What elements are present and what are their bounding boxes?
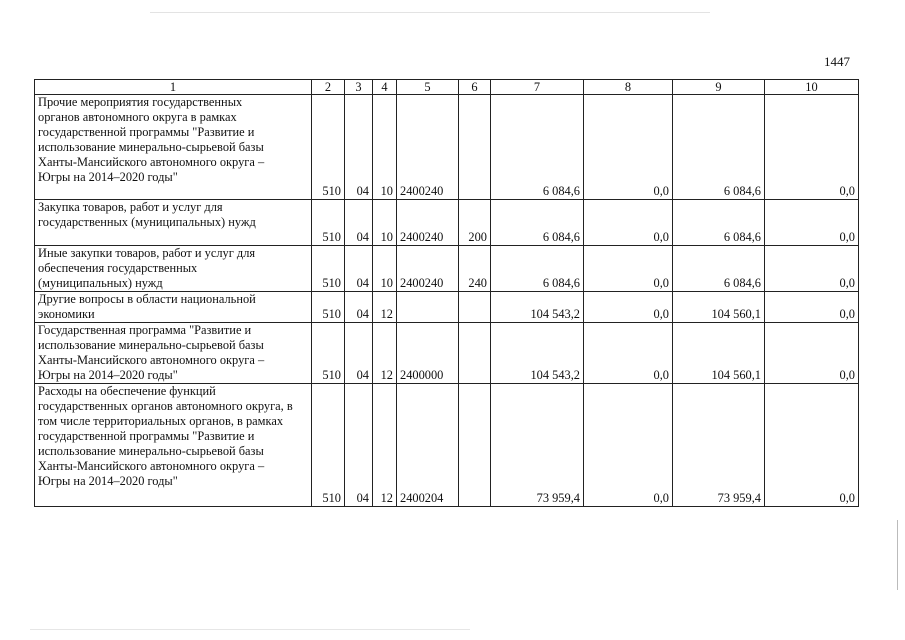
expense-type-code — [459, 292, 491, 323]
column-header: 8 — [584, 80, 673, 95]
ministry-code: 510 — [312, 95, 345, 200]
expense-type-code: 200 — [459, 200, 491, 246]
ministry-code: 510 — [312, 384, 345, 507]
section-code: 04 — [345, 246, 373, 292]
table-row — [35, 323, 859, 384]
section-code: 04 — [345, 200, 373, 246]
target-article-code: 2400240 — [397, 95, 459, 200]
amount-col-7: 104 543,2 — [491, 292, 584, 323]
target-article-code: 2400240 — [397, 200, 459, 246]
subsection-code: 12 — [373, 323, 397, 384]
target-article-code — [397, 292, 459, 323]
column-header: 4 — [373, 80, 397, 95]
expense-type-code: 240 — [459, 246, 491, 292]
expense-name-cell — [35, 323, 312, 384]
table-row — [35, 292, 859, 323]
column-header: 7 — [491, 80, 584, 95]
amount-col-9: 6 084,6 — [673, 95, 765, 200]
table-body — [35, 80, 859, 507]
amount-col-7: 6 084,6 — [491, 95, 584, 200]
section-code: 04 — [345, 95, 373, 200]
section-code: 04 — [345, 384, 373, 507]
expense-name: Другие вопросы в области национальной экономики — [38, 292, 256, 321]
expense-name-cell — [35, 384, 312, 507]
expense-name: Прочие мероприятия государственных органов автономного округа в рамках государственной программы "Развитие и использование минерально-сырьевой базы Ханты-Мансийского автономного округа – Югры на 2014–2020 годы" — [38, 95, 265, 184]
ministry-code: 510 — [312, 323, 345, 384]
amount-col-10: 0,0 — [765, 200, 859, 246]
budget-table — [34, 79, 859, 507]
expense-name-cell — [35, 200, 312, 246]
column-header: 5 — [397, 80, 459, 95]
amount-col-8: 0,0 — [584, 95, 673, 200]
subsection-code: 12 — [373, 292, 397, 323]
amount-col-9: 73 959,4 — [673, 384, 765, 507]
page-number: 1447 — [824, 54, 850, 69]
target-article-code: 2400204 — [397, 384, 459, 507]
amount-col-7: 6 084,6 — [491, 200, 584, 246]
amount-col-10: 0,0 — [765, 323, 859, 384]
amount-col-9: 104 560,1 — [673, 323, 765, 384]
amount-col-8: 0,0 — [584, 292, 673, 323]
column-header: 9 — [673, 80, 765, 95]
expense-name: Иные закупки товаров, работ и услуг для обеспечения государственных (муниципальных) нужд — [38, 246, 256, 290]
expense-type-code — [459, 323, 491, 384]
target-article-code: 2400240 — [397, 246, 459, 292]
column-header: 1 — [35, 80, 312, 95]
amount-col-7: 6 084,6 — [491, 246, 584, 292]
section-code: 04 — [345, 323, 373, 384]
subsection-code: 10 — [373, 246, 397, 292]
expense-name-cell — [35, 95, 312, 200]
subsection-code: 10 — [373, 95, 397, 200]
amount-col-7: 104 543,2 — [491, 323, 584, 384]
amount-col-10: 0,0 — [765, 292, 859, 323]
amount-col-9: 6 084,6 — [673, 200, 765, 246]
table-row — [35, 200, 859, 246]
expense-name-cell — [35, 246, 312, 292]
amount-col-9: 6 084,6 — [673, 246, 765, 292]
ministry-code: 510 — [312, 292, 345, 323]
amount-col-9: 104 560,1 — [673, 292, 765, 323]
amount-col-8: 0,0 — [584, 323, 673, 384]
column-header: 6 — [459, 80, 491, 95]
column-header: 2 — [312, 80, 345, 95]
amount-col-7: 73 959,4 — [491, 384, 584, 507]
subsection-code: 10 — [373, 200, 397, 246]
amount-col-8: 0,0 — [584, 200, 673, 246]
column-number-row — [35, 80, 859, 95]
amount-col-8: 0,0 — [584, 384, 673, 507]
ministry-code: 510 — [312, 246, 345, 292]
amount-col-10: 0,0 — [765, 246, 859, 292]
expense-type-code — [459, 95, 491, 200]
expense-name: Расходы на обеспечение функций государственных органов автономного округа, в том числе территориальных органов, в рамках государственной программы "Развитие и использование минерально-сырьевой базы Ханты-Мансийского автономного округа – Югры на 2014–2020 годы" — [38, 384, 293, 488]
ministry-code: 510 — [312, 200, 345, 246]
expense-type-code — [459, 384, 491, 507]
section-code: 04 — [345, 292, 373, 323]
scan-artifact-bottom — [30, 629, 470, 630]
amount-col-10: 0,0 — [765, 95, 859, 200]
table-row — [35, 384, 859, 507]
column-header: 10 — [765, 80, 859, 95]
amount-col-8: 0,0 — [584, 246, 673, 292]
expense-name: Государственная программа "Развитие и использование минерально-сырьевой базы Ханты-Мансийского автономного округа – Югры на 2014–2020 годы" — [38, 323, 265, 382]
target-article-code: 2400000 — [397, 323, 459, 384]
subsection-code: 12 — [373, 384, 397, 507]
column-header: 3 — [345, 80, 373, 95]
table-row — [35, 95, 859, 200]
scan-artifact-right — [897, 520, 898, 590]
amount-col-10: 0,0 — [765, 384, 859, 507]
scan-artifact-top — [150, 12, 710, 13]
table-row — [35, 246, 859, 292]
expense-name: Закупка товаров, работ и услуг для государственных (муниципальных) нужд — [38, 200, 256, 229]
expense-name-cell — [35, 292, 312, 323]
